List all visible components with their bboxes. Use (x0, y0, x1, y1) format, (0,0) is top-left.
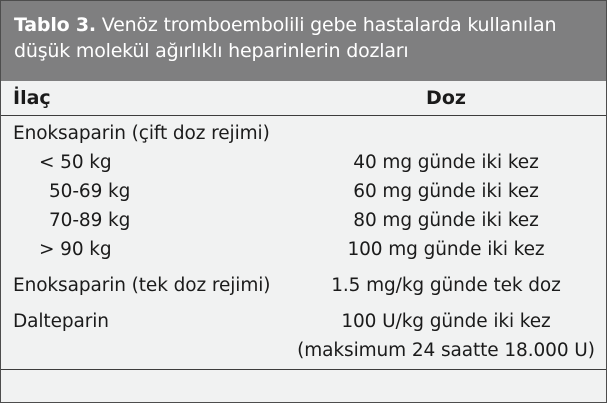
drug-cell: Enoksaparin (çift doz rejimi) (13, 123, 270, 144)
table-row (1, 336, 606, 365)
table-row (1, 235, 606, 264)
table-row (1, 119, 606, 148)
table-row (1, 307, 606, 336)
caption-line-1 (14, 12, 592, 38)
dose-cell: 60 mg günde iki kez (353, 181, 539, 202)
dose-cell: 1.5 mg/kg günde tek doz (331, 275, 561, 296)
table-row (1, 148, 606, 177)
dose-cell: (maksimum 24 saatte 18.000 U) (297, 340, 595, 361)
header-divider (1, 115, 606, 116)
table-bottom-divider (1, 369, 606, 370)
table-row (1, 177, 606, 206)
drug-cell: 70-89 kg (49, 210, 131, 231)
drug-cell: > 90 kg (39, 239, 112, 260)
table-row (1, 271, 606, 300)
caption-title-1: Venöz tromboembolili gebe hastalarda kullanılan (95, 14, 557, 36)
column-header-dose: Doz (426, 87, 466, 109)
drug-cell: Dalteparin (13, 311, 109, 332)
dose-cell: 100 mg günde iki kez (347, 239, 545, 260)
drug-cell: 50-69 kg (49, 181, 131, 202)
dose-cell: 40 mg günde iki kez (353, 152, 539, 173)
caption-title-2: düşük molekül ağırlıklı heparinlerin dozları (14, 40, 409, 62)
caption-label: Tablo 3. (14, 14, 96, 36)
table-header (1, 81, 606, 115)
dose-cell: 80 mg günde iki kez (353, 210, 539, 231)
drug-cell: < 50 kg (39, 152, 112, 173)
drug-cell: Enoksaparin (tek doz rejimi) (13, 275, 271, 296)
dose-cell: 100 U/kg günde iki kez (341, 311, 551, 332)
table-row (1, 206, 606, 235)
table-caption (1, 1, 606, 81)
column-header-drug: İlaç (13, 87, 51, 109)
